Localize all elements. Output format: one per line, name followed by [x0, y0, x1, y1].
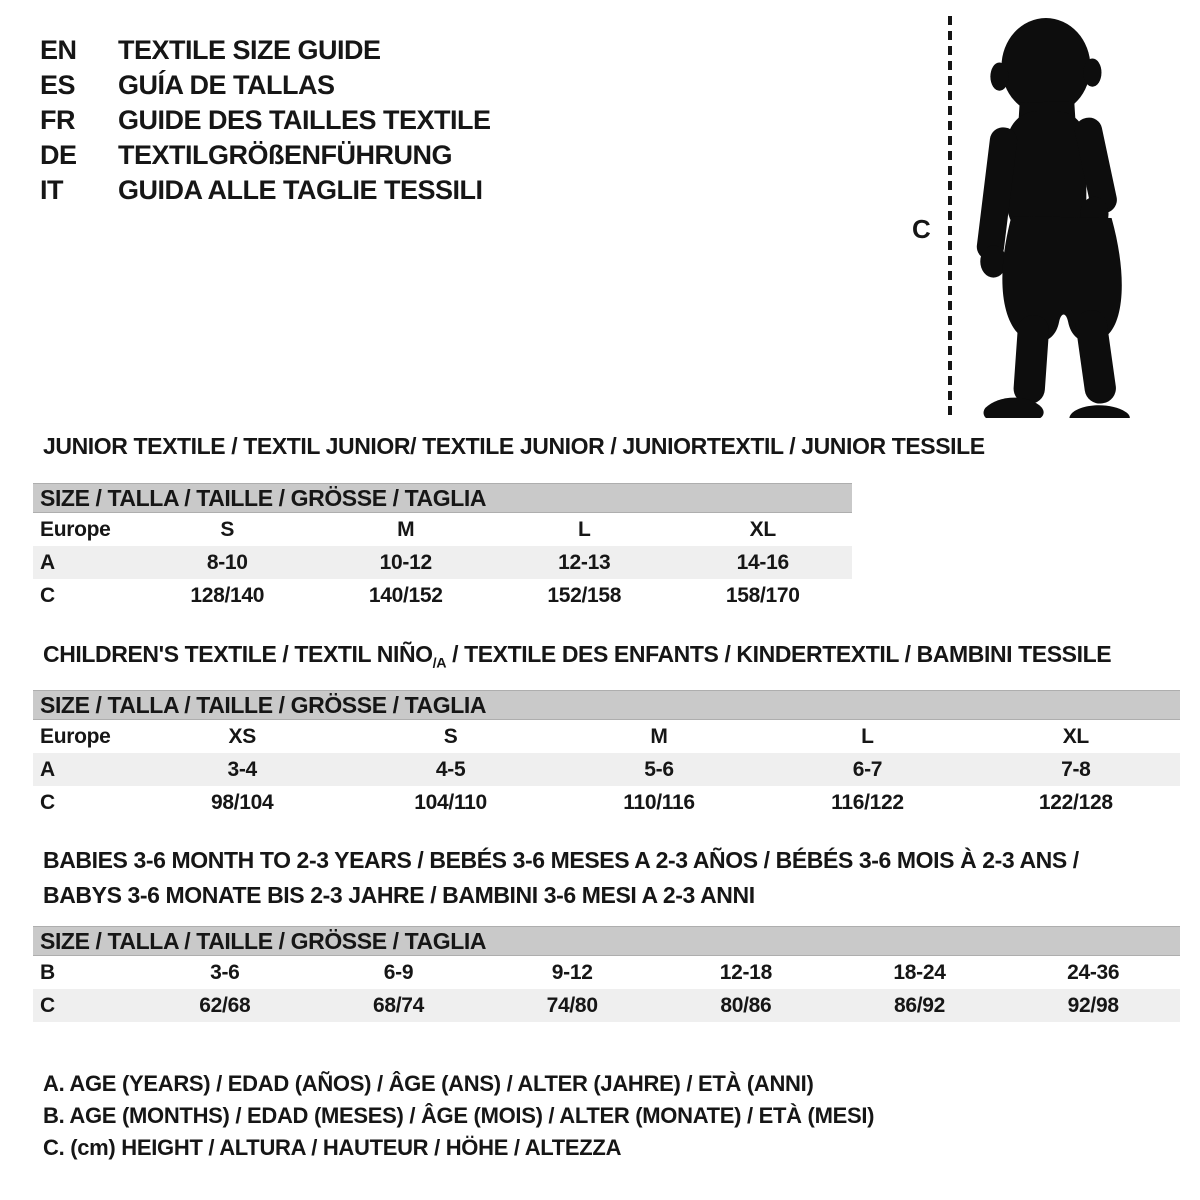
value-cell: 6-7	[852, 757, 883, 781]
value-cell: 10-12	[379, 550, 432, 574]
babies-title-line1: BABIES 3-6 MONTH TO 2-3 YEARS / BEBÉS 3-6 MESES A 2-3 AÑOS / BÉBÉS 3-6 MOIS À 2-3 ANS /	[43, 847, 1079, 873]
language-title: GUÍA DE TALLAS	[118, 70, 335, 100]
language-title: TEXTILE SIZE GUIDE	[118, 35, 381, 65]
row-label-cell: C	[40, 790, 55, 814]
language-row-fr	[40, 103, 491, 138]
size-column-cell: M	[650, 724, 668, 748]
table-row-height-cm	[33, 989, 1180, 1022]
size-column-cell: L	[577, 517, 591, 541]
language-title: GUIDE DES TAILLES TEXTILE	[118, 105, 491, 135]
value-cell: 3-4	[227, 757, 257, 781]
value-cell: 110/116	[623, 790, 695, 814]
height-dashed-line	[948, 16, 952, 416]
size-header-bar: SIZE / TALLA / TAILLE / GRÖSSE / TAGLIA	[33, 926, 1180, 956]
children-size-table	[33, 690, 1180, 819]
value-cell: 9-12	[551, 960, 593, 984]
language-title: TEXTILGRÖßENFÜHRUNG	[118, 140, 452, 170]
figure-height-label: C	[912, 214, 931, 244]
region-header-cell: Europe	[40, 724, 111, 748]
table-row-age-years	[33, 753, 1180, 786]
value-cell: 116/122	[831, 790, 904, 814]
value-cell: 98/104	[210, 790, 274, 814]
value-cell: 4-5	[435, 757, 466, 781]
value-cell: 152/158	[547, 583, 622, 607]
row-label-cell: C	[40, 993, 55, 1017]
babies-size-table	[33, 926, 1180, 1022]
footer-legend	[43, 1068, 874, 1164]
children-section-title	[43, 641, 1111, 672]
value-cell: 8-10	[206, 550, 248, 574]
size-column-cell: XL	[1062, 724, 1089, 748]
children-title-sub: /A	[432, 655, 447, 672]
language-row-en	[40, 33, 491, 68]
value-cell: 18-24	[893, 960, 946, 984]
legend-line-height-cm: C. (cm) HEIGHT / ALTURA / HAUTEUR / HÖHE / ALTEZZA	[43, 1135, 622, 1160]
row-label-cell: A	[40, 757, 55, 781]
language-row-it	[40, 173, 491, 208]
value-cell: 5-6	[644, 757, 674, 781]
value-cell: 158/170	[725, 583, 800, 607]
size-column-cell: S	[443, 724, 458, 748]
column-header-row	[33, 513, 852, 546]
language-code: ES	[40, 70, 76, 100]
size-header-bar: SIZE / TALLA / TAILLE / GRÖSSE / TAGLIA	[33, 690, 1180, 720]
babies-title-line2: BABYS 3-6 MONATE BIS 2-3 JAHRE / BAMBINI 3-6 MESI A 2-3 ANNI	[43, 882, 755, 908]
children-title-pre: CHILDREN'S TEXTILE / TEXTIL NIÑO	[43, 641, 433, 667]
language-code: IT	[40, 175, 63, 205]
value-cell: 92/98	[1067, 993, 1119, 1017]
column-header-row	[33, 720, 1180, 753]
value-cell: 86/92	[893, 993, 946, 1017]
legend-line-age-years: A. AGE (YEARS) / EDAD (AÑOS) / ÂGE (ANS) / ALTER (JAHRE) / ETÀ (ANNI)	[43, 1071, 814, 1096]
value-cell: 68/74	[372, 993, 425, 1017]
table-row-height-cm	[33, 786, 1180, 819]
size-column-cell: S	[220, 517, 235, 541]
value-cell: 6-9	[383, 960, 414, 984]
language-code: EN	[40, 35, 77, 65]
size-column-cell: XL	[749, 517, 776, 541]
language-code: FR	[40, 105, 75, 135]
value-cell: 14-16	[736, 550, 789, 574]
value-cell: 12-13	[558, 550, 611, 574]
value-cell: 24-36	[1067, 960, 1120, 984]
size-column-cell: M	[397, 517, 415, 541]
value-cell: 122/128	[1038, 790, 1113, 814]
language-code: DE	[40, 140, 77, 170]
size-column-cell: XS	[228, 724, 256, 748]
junior-section-title: JUNIOR TEXTILE / TEXTIL JUNIOR/ TEXTILE JUNIOR / JUNIORTEXTIL / JUNIOR TESSILE	[43, 433, 985, 459]
value-cell: 12-18	[719, 960, 772, 984]
table-row-height-cm	[33, 579, 852, 612]
toddler-silhouette-icon	[962, 14, 1144, 418]
table-row-age-months	[33, 956, 1180, 989]
junior-size-table	[33, 483, 852, 612]
value-cell: 128/140	[190, 583, 265, 607]
language-row-es	[40, 68, 491, 103]
row-label-cell: C	[40, 583, 55, 607]
language-title: GUIDA ALLE TAGLIE TESSILI	[118, 175, 483, 205]
babies-section-title	[43, 843, 1079, 913]
value-cell: 3-6	[210, 960, 240, 984]
region-header-cell: Europe	[40, 517, 111, 541]
row-label-cell: B	[40, 960, 55, 984]
value-cell: 7-8	[1061, 757, 1091, 781]
value-cell: 140/152	[368, 583, 443, 607]
value-cell: 74/80	[546, 993, 598, 1017]
language-row-de	[40, 138, 491, 173]
value-cell: 104/110	[414, 790, 487, 814]
legend-line-age-months: B. AGE (MONTHS) / EDAD (MESES) / ÂGE (MOIS) / ALTER (MONATE) / ETÀ (MESI)	[43, 1103, 875, 1128]
size-column-cell: L	[861, 724, 874, 748]
table-row-age-years	[33, 546, 852, 579]
size-header-bar: SIZE / TALLA / TAILLE / GRÖSSE / TAGLIA	[33, 483, 852, 513]
children-title-post: / TEXTILE DES ENFANTS / KINDERTEXTIL / BAMBINI TESSILE	[446, 641, 1112, 667]
language-list	[40, 33, 491, 208]
value-cell: 80/86	[720, 993, 772, 1017]
value-cell: 62/68	[199, 993, 251, 1017]
row-label-cell: A	[40, 550, 55, 574]
